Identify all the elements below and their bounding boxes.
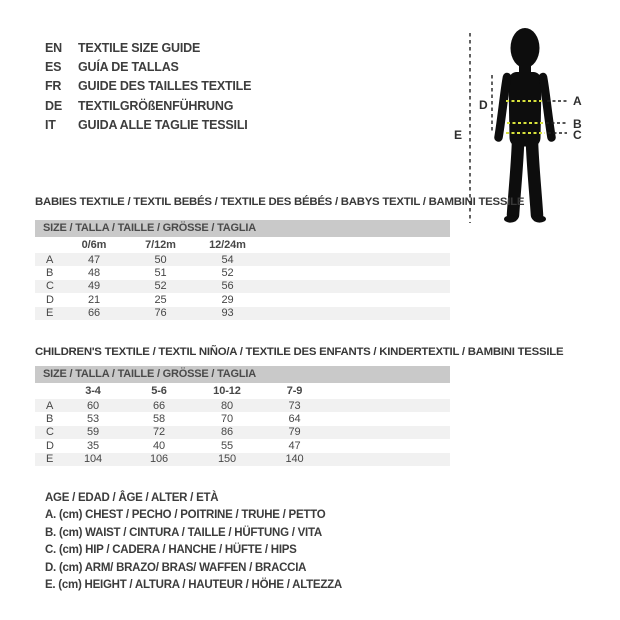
table-cell: 80 (220, 399, 234, 412)
table-row (35, 293, 450, 306)
guide-title-de: TEXTILGRÖßENFÜHRUNG (78, 98, 234, 113)
table-row (35, 426, 450, 439)
row-label: D (46, 293, 54, 306)
language-row (45, 77, 251, 96)
language-code: EN (45, 40, 62, 55)
table-row (35, 439, 450, 452)
table-row (35, 280, 450, 293)
table-cell: 73 (288, 399, 301, 412)
table-cell: 48 (87, 267, 101, 280)
measure-label-b: B (573, 117, 582, 131)
table-cell: 52 (221, 267, 234, 280)
table-cell: 25 (154, 293, 167, 306)
table-cell: 93 (221, 307, 234, 320)
column-header: 7-9 (286, 385, 303, 397)
size-header-bar: SIZE / TALLA / TAILLE / GRÖSSE / TAGLIA (35, 220, 450, 237)
measurement-legend (45, 490, 342, 594)
table-cell: 54 (221, 253, 234, 266)
table-cell: 64 (288, 413, 301, 426)
measure-label-e: E (454, 128, 463, 142)
table-cell: 40 (152, 439, 166, 452)
language-title-list (45, 38, 251, 134)
table-cell: 21 (87, 293, 101, 306)
table-cell: 70 (220, 413, 234, 426)
language-code: FR (45, 79, 62, 94)
table-cell: 60 (86, 399, 100, 412)
children-size-table (35, 346, 564, 476)
column-header: 7/12m (145, 239, 176, 251)
column-header-row (35, 383, 450, 399)
babies-table-title: BABIES TEXTILE / TEXTIL BEBÉS / TEXTILE DES BÉBÉS / BABYS TEXTIL / BAMBINI TESSILE (35, 196, 525, 208)
column-header: 0/6m (81, 239, 107, 251)
table-cell: 29 (221, 293, 234, 306)
legend-hip: C. (cm) HIP / CADERA / HANCHE / HÜFTE / HIPS (45, 544, 297, 557)
guide-title-es: GUÍA DE TALLAS (78, 59, 179, 74)
table-cell: 47 (288, 439, 301, 452)
row-label: B (46, 413, 54, 426)
guide-title-en: TEXTILE SIZE GUIDE (78, 40, 201, 55)
table-row (35, 453, 450, 466)
column-header-row (35, 237, 450, 253)
table-cell: 72 (152, 426, 166, 439)
children-table-title: CHILDREN'S TEXTILE / TEXTIL NIÑO/A / TEXTILE DES ENFANTS / KINDERTEXTIL / BAMBINI TESSILE (35, 346, 564, 358)
table-cell: 53 (86, 413, 100, 426)
column-header: 5-6 (151, 385, 167, 397)
table-cell: 79 (288, 426, 301, 439)
row-label: C (46, 426, 54, 439)
table-row (35, 253, 450, 266)
legend-height: E. (cm) HEIGHT / ALTURA / HAUTEUR / HÖHE / ALTEZZA (45, 579, 342, 592)
table-cell: 47 (87, 253, 101, 266)
guide-title-it: GUIDA ALLE TAGLIE TESSILI (78, 117, 248, 132)
table-cell: 140 (285, 453, 304, 466)
size-header-bar: SIZE / TALLA / TAILLE / GRÖSSE / TAGLIA (35, 366, 450, 383)
table-cell: 86 (220, 426, 234, 439)
table-cell: 66 (87, 307, 101, 320)
table-cell: 55 (220, 439, 234, 452)
row-label: D (46, 439, 54, 452)
table-cell: 150 (217, 453, 237, 466)
language-code: DE (45, 98, 62, 113)
table-cell: 51 (154, 267, 167, 280)
language-row (45, 115, 251, 134)
babies-size-table (35, 196, 525, 330)
row-label: C (46, 280, 54, 293)
table-cell: 66 (152, 399, 166, 412)
table-cell: 59 (86, 426, 100, 439)
column-header: 12/24m (209, 239, 246, 251)
legend-waist: B. (cm) WAIST / CINTURA / TAILLE / HÜFTUNG / VITA (45, 526, 322, 539)
measure-label-a: A (573, 94, 582, 108)
language-code: IT (45, 117, 56, 132)
table-footer-pad (35, 320, 450, 330)
language-code: ES (45, 59, 62, 74)
language-row (45, 96, 251, 115)
table-cell: 52 (154, 280, 167, 293)
table-row (35, 399, 450, 412)
guide-title-fr: GUIDE DES TAILLES TEXTILE (78, 79, 252, 94)
table-row (35, 266, 450, 279)
legend-age: AGE / EDAD / ÂGE / ALTER / ETÀ (45, 492, 219, 504)
table-cell: 76 (154, 307, 167, 320)
table-cell: 35 (86, 439, 100, 452)
measure-label-d: D (479, 98, 488, 112)
language-row (45, 57, 251, 76)
table-cell: 104 (83, 453, 103, 466)
table-cell: 58 (152, 413, 166, 426)
child-measurement-diagram (440, 20, 610, 245)
row-label: A (46, 399, 54, 412)
legend-chest: A. (cm) CHEST / PECHO / POITRINE / TRUHE / PETTO (45, 509, 326, 522)
legend-arm: D. (cm) ARM/ BRAZO/ BRAS/ WAFFEN / BRACCIA (45, 561, 307, 574)
table-cell: 56 (221, 280, 234, 293)
language-row (45, 38, 251, 57)
column-header: 3-4 (85, 385, 101, 397)
row-label: A (46, 253, 54, 266)
row-label: B (46, 267, 54, 280)
table-footer-pad (35, 466, 450, 476)
table-cell: 49 (87, 280, 101, 293)
table-row (35, 412, 450, 425)
table-row (35, 307, 450, 320)
table-cell: 50 (154, 253, 167, 266)
child-silhouette (499, 28, 552, 223)
measure-label-c: C (573, 128, 582, 142)
row-label: E (46, 307, 54, 320)
column-header: 10-12 (213, 385, 241, 397)
row-label: E (46, 453, 54, 466)
table-cell: 106 (149, 453, 169, 466)
